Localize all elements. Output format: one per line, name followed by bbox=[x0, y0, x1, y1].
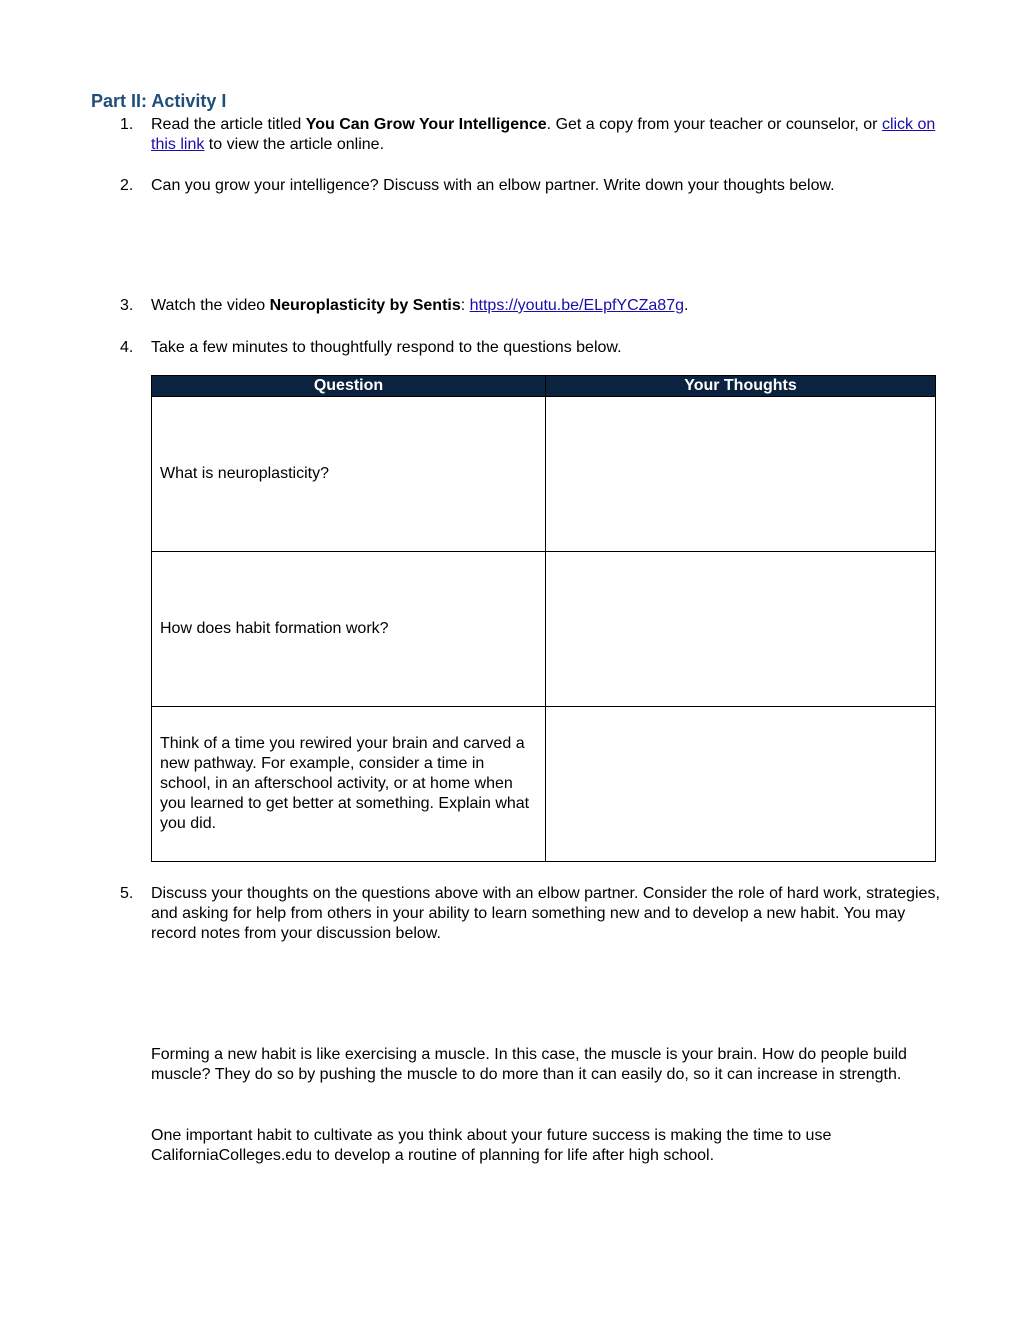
table-row bbox=[152, 552, 936, 707]
article-link[interactable]: click on this link bbox=[151, 116, 936, 153]
text-run: Watch the video bbox=[151, 297, 270, 314]
californiacolleges-paragraph: One important habit to cultivate as you think about your future success is making the time to use CaliforniaColleges.edu to develop a routine of planning for life after high school. bbox=[151, 1127, 832, 1164]
list-number: 3. bbox=[120, 297, 134, 314]
list-number: 2. bbox=[120, 177, 134, 194]
answer-cell[interactable] bbox=[546, 397, 936, 552]
list-number: 1. bbox=[120, 116, 134, 133]
question-cell: What is neuroplasticity? bbox=[152, 397, 546, 552]
answer-cell[interactable] bbox=[546, 552, 936, 707]
text-run: . bbox=[684, 297, 689, 314]
text-run: : bbox=[460, 297, 470, 314]
table-row bbox=[152, 397, 936, 552]
habit-muscle-paragraph: Forming a new habit is like exercising a muscle. In this case, the muscle is your brain. How do people build muscle? They do so by pushing the muscle to do more than it can easily do, so it can increase in strength. bbox=[151, 1046, 907, 1083]
table-row bbox=[152, 707, 936, 862]
list-number: 5. bbox=[120, 885, 134, 902]
text-run: . Get a copy from your teacher or counselor, or bbox=[546, 116, 882, 133]
video-link[interactable]: https://youtu.be/ELpfYCZa87g bbox=[469, 297, 684, 314]
question-cell: Think of a time you rewired your brain and carved a new pathway. For example, consider a time in school, in an afterschool activity, or at home when you learned to get better at something. Explain what you did. bbox=[152, 707, 546, 862]
text-run: Read the article titled bbox=[151, 116, 306, 133]
list-text bbox=[151, 296, 941, 316]
question-cell: How does habit formation work? bbox=[152, 552, 546, 707]
text-run: to view the article online. bbox=[204, 136, 385, 153]
list-number: 4. bbox=[120, 339, 134, 356]
question-column-header: Question bbox=[152, 376, 546, 397]
list-text: Take a few minutes to thoughtfully respond to the questions below. bbox=[151, 339, 622, 356]
article-title: You Can Grow Your Intelligence bbox=[305, 116, 547, 133]
list-text: Can you grow your intelligence? Discuss with an elbow partner. Write down your thoughts below. bbox=[151, 177, 835, 194]
list-text bbox=[151, 115, 941, 155]
table-header-row bbox=[152, 376, 936, 397]
questions-table bbox=[151, 375, 936, 862]
video-title: Neuroplasticity by Sentis bbox=[269, 297, 461, 314]
thoughts-column-header: Your Thoughts bbox=[546, 376, 936, 397]
list-text: Discuss your thoughts on the questions above with an elbow partner. Consider the role of hard work, strategies, and asking for help from others in your ability to learn something new and to develop a new habit. You may record notes from your discussion below. bbox=[151, 885, 940, 942]
section-heading: Part II: Activity I bbox=[91, 91, 227, 111]
answer-cell[interactable] bbox=[546, 707, 936, 862]
